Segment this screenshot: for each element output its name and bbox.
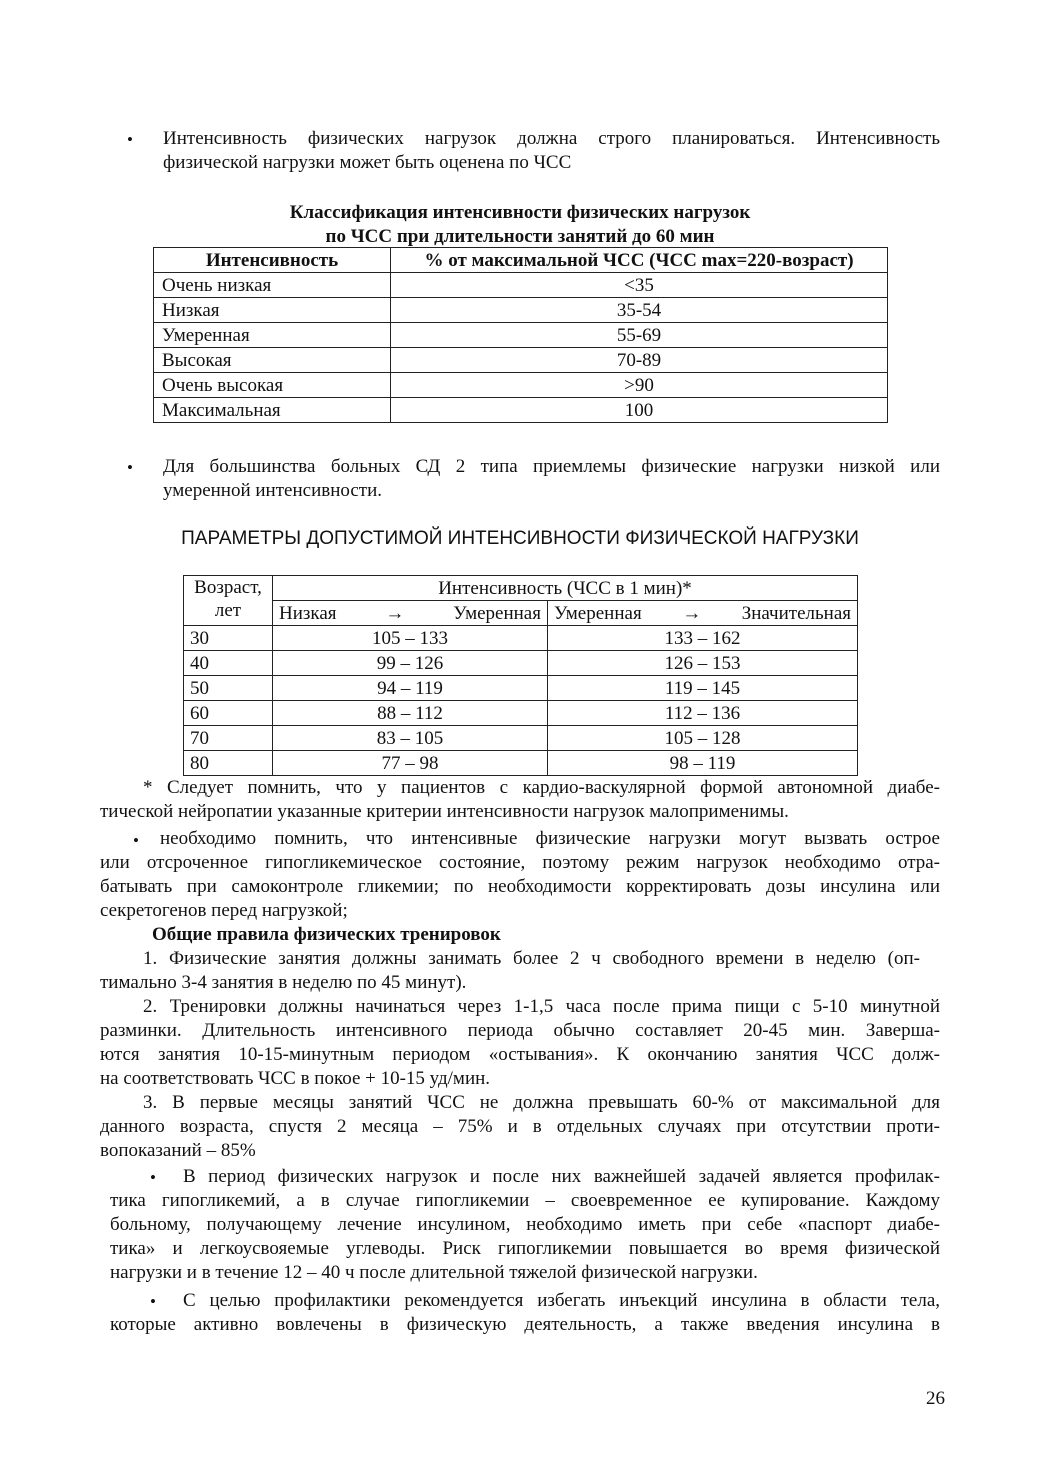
- moderate-label: Умеренная: [554, 602, 642, 624]
- rule-2-line-3: ются занятия 10-15-минутным периодом «остывания». К окончанию занятия ЧСС долж-: [100, 1044, 940, 1065]
- table-cell: 70-89: [391, 348, 888, 373]
- section-title: ПАРАМЕТРЫ ДОПУСТИМОЙ ИНТЕНСИВНОСТИ ФИЗИЧЕСКОЙ НАГРУЗКИ: [181, 528, 859, 549]
- table-cell: 98 – 119: [548, 751, 858, 776]
- table-cell: 99 – 126: [273, 651, 548, 676]
- intensity-classification-table: [153, 247, 888, 423]
- table-cell: 83 – 105: [273, 726, 548, 751]
- table-cell: 126 – 153: [548, 651, 858, 676]
- rule-1-line-2: тимально 3-4 занятия в неделю по 45 минут).: [100, 972, 467, 993]
- table-row: [154, 298, 888, 323]
- bullet-1-line-1: Интенсивность физических нагрузок должна строго планироваться. Интенсивность: [163, 128, 940, 149]
- table-cell: 88 – 112: [273, 701, 548, 726]
- bullet-4-line-4: тика» и легкоусвояемые углеводы. Риск гипогликемии повышается во время физической: [110, 1238, 940, 1259]
- table-subheader-row: [184, 601, 858, 626]
- age-cell: 40: [184, 651, 273, 676]
- age-cell: 80: [184, 751, 273, 776]
- table-row: [184, 651, 858, 676]
- table-cell: Умеренная: [154, 323, 391, 348]
- bullet-3-line-2: или отсроченное гипогликемическое состояние, поэтому режим нагрузок необходимо отра-: [100, 852, 940, 873]
- rule-2-line-2: разминки. Длительность интенсивного периода обычно составляет 20-45 мин. Заверша-: [100, 1020, 940, 1041]
- bullet-5-line-1: С целью профилактики рекомендуется избегать инъекций инсулина в области тела,: [183, 1290, 940, 1311]
- table-cell: 55-69: [391, 323, 888, 348]
- rules-title: Общие правила физических тренировок: [152, 924, 501, 945]
- table-cell: Максимальная: [154, 398, 391, 423]
- page-number: 26: [926, 1388, 945, 1409]
- age-cell: 30: [184, 626, 273, 651]
- age-cell: 60: [184, 701, 273, 726]
- table-cell: 100: [391, 398, 888, 423]
- table-row: [184, 726, 858, 751]
- arrow-icon: →: [682, 602, 702, 624]
- bullet-2-line-2: умеренной интенсивности.: [163, 480, 383, 501]
- bullet-4-line-1: В период физических нагрузок и после них важнейшей задачей является профилак-: [183, 1166, 940, 1187]
- table-row: [154, 273, 888, 298]
- table-row: [184, 626, 858, 651]
- bullet-4-line-3: больному, получающему лечение инсулином, необходимо иметь при себе «паспорт диабе-: [110, 1214, 940, 1235]
- bullet-4-line-2: тика гипогликемий, а в случае гипогликемии – своевременное ее купирование. Каждому: [110, 1190, 940, 1211]
- age-header-line-1: Возраст,: [194, 577, 262, 598]
- bullet-2-dot: •: [127, 458, 133, 477]
- table-cell: 112 – 136: [548, 701, 858, 726]
- low-label: Низкая: [279, 602, 337, 624]
- bullet-2-line-1: Для большинства больных СД 2 типа приемлемы физические нагрузки низкой или: [163, 456, 940, 477]
- significant-label: Значительная: [741, 602, 851, 624]
- table-cell: <35: [391, 273, 888, 298]
- moderate-to-significant-header: [548, 601, 858, 626]
- table-cell: 105 – 128: [548, 726, 858, 751]
- age-header-cell: [184, 576, 273, 626]
- table-cell: 119 – 145: [548, 676, 858, 701]
- rule-3-line-3: вопоказаний – 85%: [100, 1140, 256, 1161]
- table-header-cell: Интенсивность: [154, 248, 391, 273]
- table-cell: >90: [391, 373, 888, 398]
- bullet-1-line-2: физической нагрузки может быть оценена по ЧСС: [163, 152, 572, 173]
- bullet-4-line-5: нагрузки и в течение 12 – 40 ч после длительной тяжелой физической нагрузки.: [110, 1262, 758, 1283]
- table-cell: Низкая: [154, 298, 391, 323]
- table-cell: 105 – 133: [273, 626, 548, 651]
- age-cell: 70: [184, 726, 273, 751]
- table-header-row: [154, 248, 888, 273]
- table-row: [184, 676, 858, 701]
- low-to-moderate-header: [273, 601, 548, 626]
- age-header-line-2: лет: [214, 600, 242, 621]
- footnote-line-2: тической нейропатии указанные критерии интенсивности нагрузок малоприменимы.: [100, 801, 789, 822]
- arrow-icon: →: [385, 602, 405, 624]
- table-row: [184, 701, 858, 726]
- table-cell: 94 – 119: [273, 676, 548, 701]
- rule-2-line-1: 2. Тренировки должны начинаться через 1-1,5 часа после прима пищи с 5-10 минутной: [143, 996, 940, 1017]
- bullet-3-line-1: необходимо помнить, что интенсивные физические нагрузки могут вызвать острое: [160, 828, 940, 849]
- table-cell: Высокая: [154, 348, 391, 373]
- rule-3-line-1: 3. В первые месяцы занятий ЧСС не должна превышать 60-% от максимальной для: [143, 1092, 940, 1113]
- table-1-caption-line-2: по ЧСС при длительности занятий до 60 мин: [325, 226, 715, 247]
- table-row: [154, 348, 888, 373]
- table-row: [154, 323, 888, 348]
- bullet-3-dot: •: [133, 831, 139, 850]
- bullet-1-dot: •: [127, 130, 133, 149]
- table-cell: 35-54: [391, 298, 888, 323]
- table-header-cell: % от максимальной ЧСС (ЧСС max=220-возраст): [391, 248, 888, 273]
- intensity-group-header: Интенсивность (ЧСС в 1 мин)*: [273, 576, 858, 601]
- table-row: [154, 398, 888, 423]
- table-header-row: [184, 576, 858, 601]
- table-cell: Очень высокая: [154, 373, 391, 398]
- table-row: [184, 751, 858, 776]
- heart-rate-parameters-table: [183, 575, 858, 776]
- table-cell: Очень низкая: [154, 273, 391, 298]
- bullet-3-line-3: батывать при самоконтроле гликемии; по необходимости корректировать дозы инсулина или: [100, 876, 940, 897]
- rule-1-line-1: 1. Физические занятия должны занимать более 2 ч свободного времени в неделю (оп-: [143, 948, 920, 969]
- rule-3-line-2: данного возраста, спустя 2 месяца – 75% и в отдельных случаях при отсутствии проти-: [100, 1116, 940, 1137]
- bullet-5-dot: •: [150, 1292, 156, 1311]
- table-cell: 133 – 162: [548, 626, 858, 651]
- footnote-line-1: * Следует помнить, что у пациентов с кардио-васкулярной формой автономной диабе-: [143, 777, 940, 798]
- bullet-5-line-2: которые активно вовлечены в физическую деятельность, а также введения инсулина в: [110, 1314, 940, 1335]
- bullet-4-dot: •: [150, 1168, 156, 1187]
- age-cell: 50: [184, 676, 273, 701]
- rule-2-line-4: на соответствовать ЧСС в покое + 10-15 уд/мин.: [100, 1068, 491, 1089]
- table-row: [154, 373, 888, 398]
- bullet-3-line-4: секретогенов перед нагрузкой;: [100, 900, 348, 921]
- moderate-label: Умеренная: [453, 602, 541, 624]
- table-1-caption-line-1: Классификация интенсивности физических нагрузок: [289, 202, 751, 223]
- table-cell: 77 – 98: [273, 751, 548, 776]
